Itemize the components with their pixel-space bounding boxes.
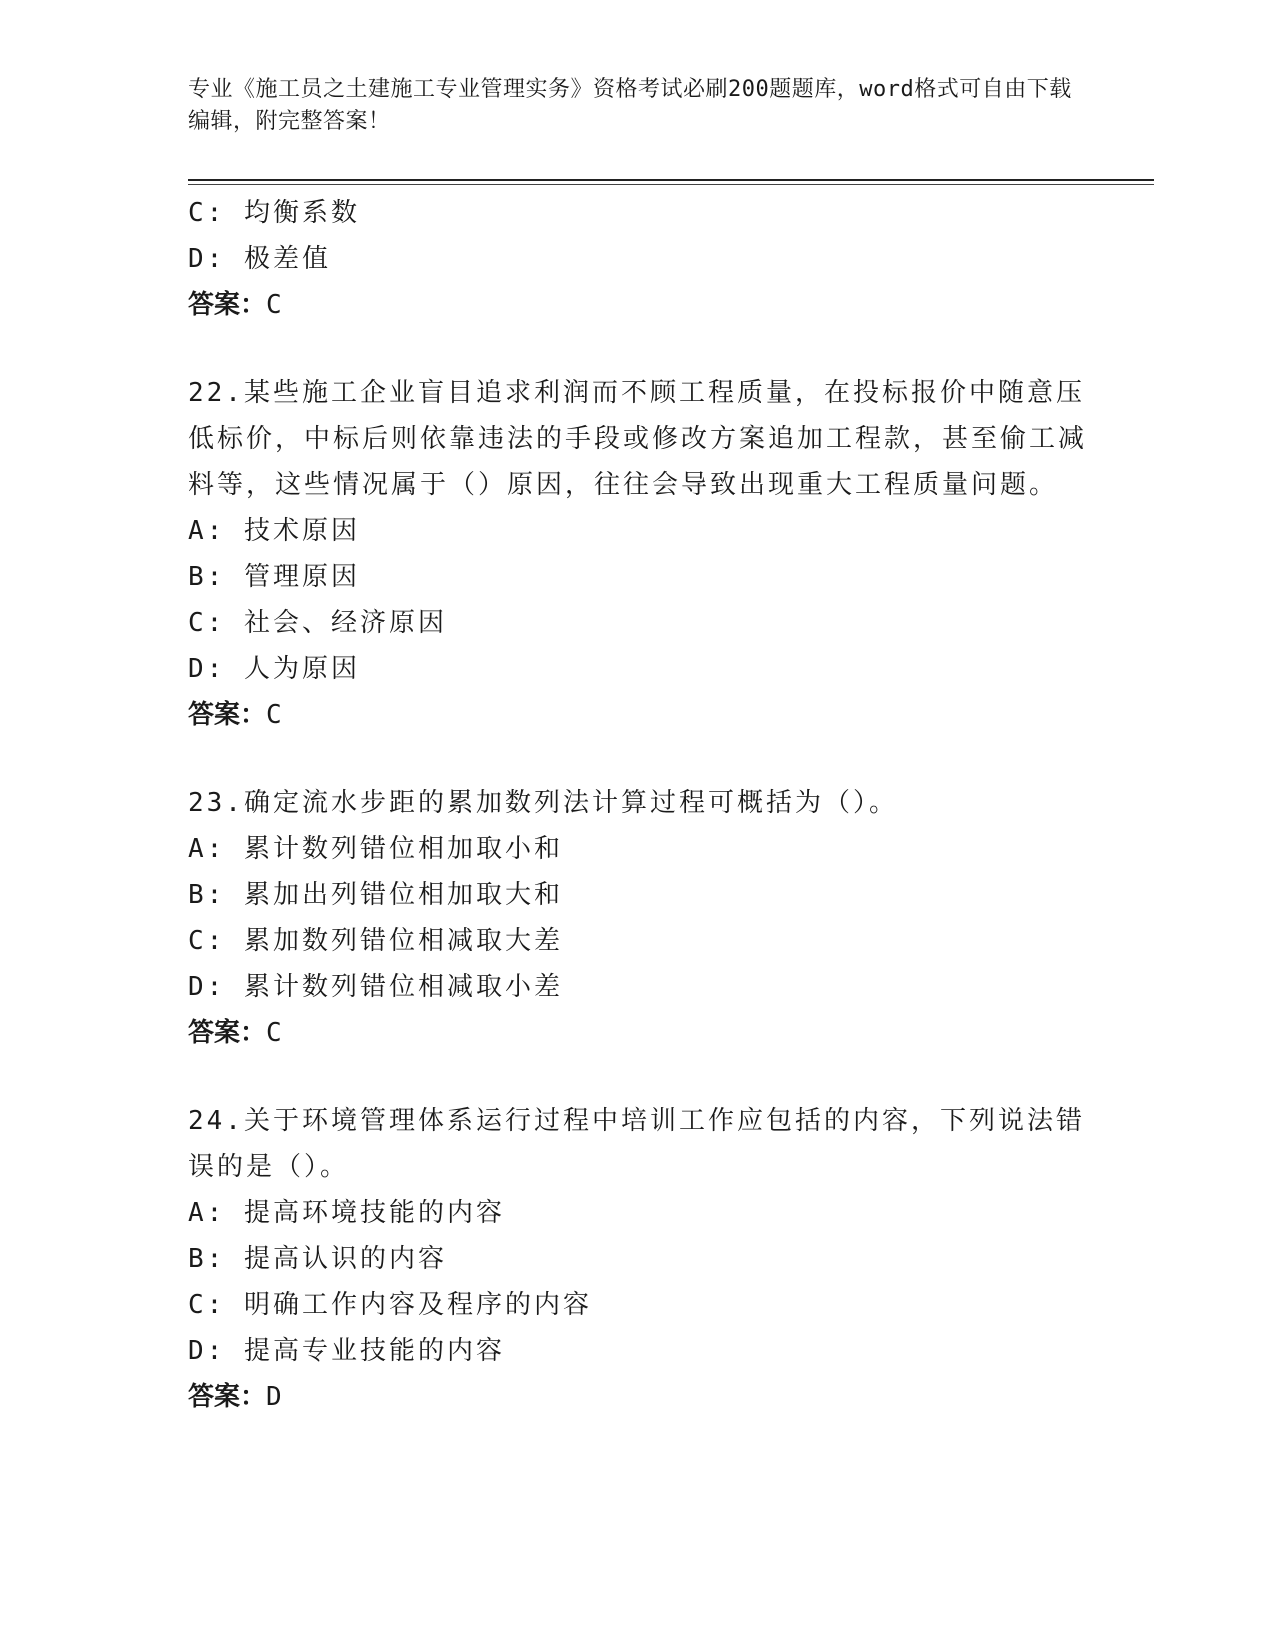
- header-rule-thick: [188, 179, 1154, 181]
- option-d: D: 累计数列错位相减取小差: [188, 972, 563, 1002]
- question-stem: 24.关于环境管理体系运行过程中培训工作应包括的内容，下列说法错误的是（）。: [188, 1106, 1085, 1182]
- option-c: C: 均衡系数: [188, 198, 360, 228]
- option-a: A: 提高环境技能的内容: [188, 1198, 505, 1228]
- answer-value: C: [266, 1018, 285, 1048]
- option-c: C: 累加数列错位相减取大差: [188, 926, 563, 956]
- answer-label: 答案：: [188, 290, 267, 320]
- option-d: D: 极差值: [188, 244, 331, 274]
- question-list: [188, 190, 1088, 1420]
- question-stem: 23.确定流水步距的累加数列法计算过程可概括为（）。: [188, 788, 898, 818]
- answer-line: [188, 692, 1088, 738]
- option-a: A: 技术原因: [188, 516, 360, 546]
- answer-label: 答案：: [188, 1018, 267, 1048]
- question-stem: 22.某些施工企业盲目追求利润而不顾工程质量，在投标报价中随意压低标价，中标后则依靠违法的手段或修改方案追加工程款，甚至偷工减料等，这些情况属于（）原因，往往会导致出现重大工程质量问题。: [188, 378, 1088, 500]
- document-header: 专业《施工员之土建施工专业管理实务》资格考试必刷200题题库，word格式可自由下载编辑，附完整答案！: [188, 77, 1072, 134]
- option-d: D: 人为原因: [188, 654, 360, 684]
- answer-value: C: [266, 290, 285, 320]
- header-rule-thin: [188, 184, 1154, 185]
- option-a: A: 累计数列错位相加取小和: [188, 834, 563, 864]
- answer-line: [188, 282, 1088, 328]
- answer-value: D: [266, 1382, 285, 1412]
- option-b: B: 提高认识的内容: [188, 1244, 447, 1274]
- option-c: C: 明确工作内容及程序的内容: [188, 1290, 592, 1320]
- answer-line: [188, 1010, 1088, 1056]
- answer-label: 答案：: [188, 700, 267, 730]
- option-c: C: 社会、经济原因: [188, 608, 447, 638]
- answer-value: C: [266, 700, 285, 730]
- answer-label: 答案：: [188, 1382, 267, 1412]
- answer-line: [188, 1374, 1088, 1420]
- option-b: B: 管理原因: [188, 562, 360, 592]
- option-d: D: 提高专业技能的内容: [188, 1336, 505, 1366]
- option-b: B: 累加出列错位相加取大和: [188, 880, 563, 910]
